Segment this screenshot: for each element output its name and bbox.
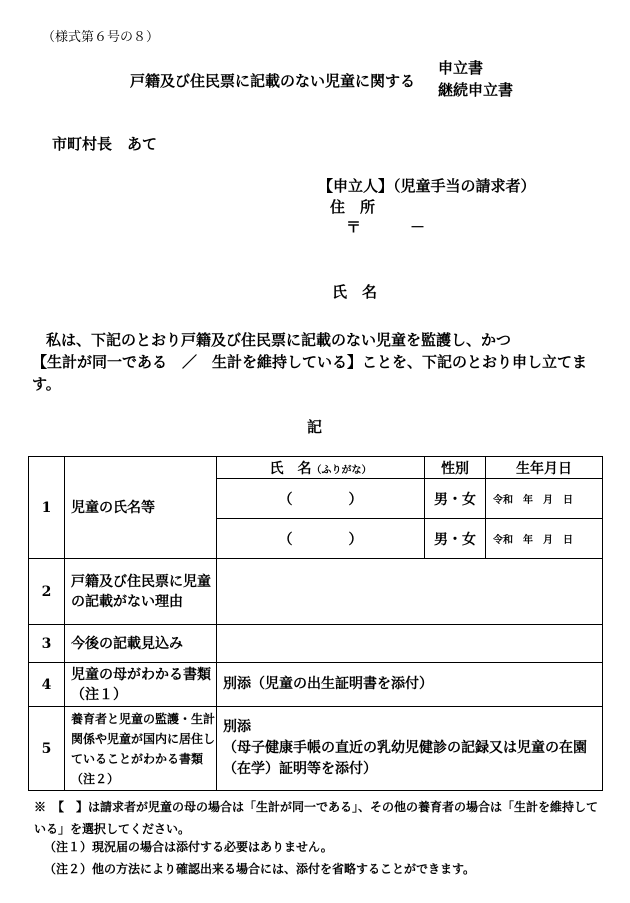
postal-dash: － (410, 218, 426, 236)
child-name-field[interactable] (217, 479, 425, 519)
row-label-no-record-reason: 戸籍及び住民票に児童の記載がない理由 (65, 559, 217, 625)
table-row (29, 663, 603, 707)
header-name-text: 氏 名 (269, 460, 312, 477)
children-table (28, 456, 603, 791)
title-option-application: 申立書 (438, 59, 484, 77)
custody-content-line-2: （母子健康手帳の直近の乳幼児健診の記録又は児童の在園（在学）証明等を添付） (223, 740, 587, 777)
table-row (29, 707, 603, 791)
title-option-continuation: 継続申立書 (438, 81, 514, 99)
table-row (29, 559, 603, 625)
name-label: 氏 名 (332, 283, 378, 301)
row-number: 4 (29, 663, 65, 707)
row-label-mother-document: 児童の母がわかる書類（注１） (65, 663, 217, 707)
paren-open: （ (278, 531, 293, 548)
statement-line-2: 【生計が同一である ／ 生計を維持している】ことを、下記のとおり申し立てます。 (32, 353, 588, 393)
note-2: （注２）他の方法により確認出来る場合には、添付を省略することができます。 (44, 862, 476, 876)
addressee: 市町村長 あて (52, 135, 158, 153)
postal-mark: 〒 (346, 218, 362, 236)
header-furigana: （ふりがな） (311, 464, 372, 476)
row-label-child-name: 児童の氏名等 (65, 457, 217, 559)
applicant-header: 【申立人】（児童手当の請求者） (318, 177, 536, 195)
custody-document-field (217, 707, 603, 791)
mother-document-field: 別添（児童の出生証明書を添付） (217, 663, 603, 707)
paren-open: （ (278, 491, 293, 508)
statement-line-1: 私は、下記のとおり戸籍及び住民票に記載のない児童を監護し、かつ (46, 331, 512, 349)
statement (32, 329, 607, 395)
no-record-reason-field[interactable] (217, 559, 603, 625)
form-number: （様式第６号の８） (42, 30, 160, 45)
header-birth: 生年月日 (486, 457, 603, 479)
birth-date-field[interactable]: 令和 年 月 日 (486, 479, 603, 519)
custody-content-line-1: 別添 (223, 719, 251, 735)
document-title: 戸籍及び住民票に記載のない児童に関する (130, 72, 416, 90)
row-number: 3 (29, 625, 65, 663)
gender-field[interactable]: 男・女 (425, 479, 486, 519)
row-number: 1 (29, 457, 65, 559)
child-name-field[interactable] (217, 519, 425, 559)
birth-date-field[interactable]: 令和 年 月 日 (486, 519, 603, 559)
row-label-custody-document: 養育者と児童の監護・生計関係や児童が国内に居住していることがわかる書類（注２） (65, 707, 217, 791)
ki-heading: 記 (307, 418, 323, 436)
table-row (29, 625, 603, 663)
row-number: 5 (29, 707, 65, 791)
gender-field[interactable]: 男・女 (425, 519, 486, 559)
paren-close: ） (348, 491, 363, 508)
address-label: 住 所 (330, 198, 376, 216)
note-selection: ※ 【 】は請求者が児童の母の場合は「生計が同一である」、その他の養育者の場合は「生計を維持している」を選択してください。 (34, 800, 599, 836)
table-header-row (29, 457, 603, 479)
header-name (217, 457, 425, 479)
paren-close: ） (348, 531, 363, 548)
note-1: （注１）現況届の場合は添付する必要はありません。 (44, 840, 333, 854)
future-record-field[interactable] (217, 625, 603, 663)
row-number: 2 (29, 559, 65, 625)
row-label-future-record: 今後の記載見込み (65, 625, 217, 663)
header-gender: 性別 (425, 457, 486, 479)
